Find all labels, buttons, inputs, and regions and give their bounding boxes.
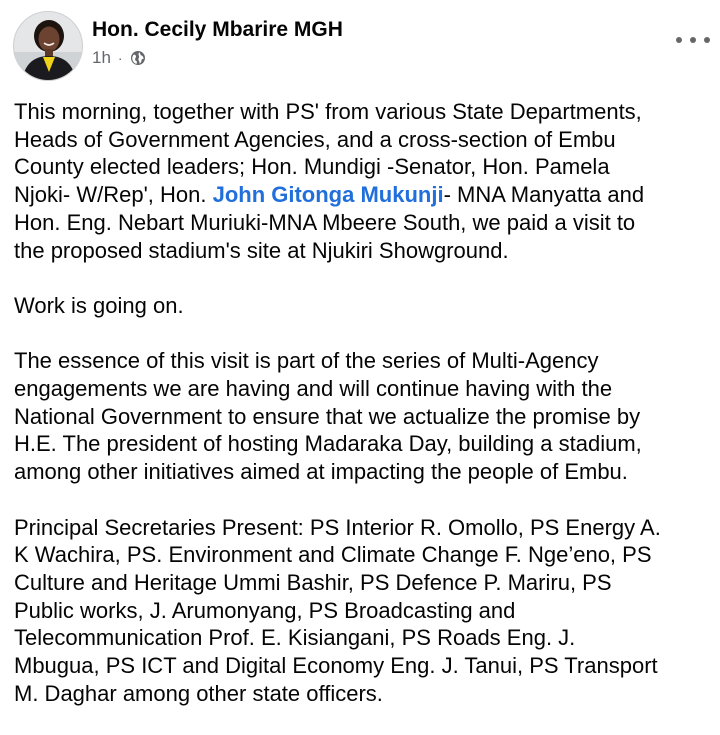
more-dot [690, 37, 696, 43]
text-line: K Wachira, PS. Environment and Climate Change F. Nge’eno, PS [14, 542, 652, 568]
post-paragraph [14, 98, 714, 264]
text-segment: - MNA Manyatta and [443, 182, 645, 208]
post-timestamp[interactable]: 1h [92, 48, 111, 67]
author-name[interactable]: Hon. Cecily Mbarire MGH [92, 18, 343, 41]
text-line: the proposed stadium's site at Njukiri Showground. [14, 237, 509, 263]
text-line: among other initiatives aimed at impacting the people of Embu. [14, 459, 628, 485]
mention-link[interactable]: John Gitonga Mukunji [212, 182, 444, 208]
post-body [14, 98, 714, 735]
post-paragraph [14, 347, 714, 486]
avatar-photo [14, 12, 83, 81]
text-line: This morning, together with PS' from various State Departments, [14, 99, 642, 124]
text-line: M. Daghar among other state officers. [14, 680, 383, 706]
more-dot [676, 37, 682, 43]
text-line: National Government to ensure that we actualize the promise by [14, 403, 641, 429]
text-line: H.E. The president of hosting Madaraka Day, building a stadium, [14, 431, 642, 457]
text-line: Mbugua, PS ICT and Digital Economy Eng. J. Tanui, PS Transport [14, 653, 658, 679]
meta-separator: · [117, 50, 123, 66]
text-line: Telecommunication Prof. E. Kisiangani, PS Roads Eng. J. [14, 625, 576, 651]
text-line: Heads of Government Agencies, and a cross-section of Embu [14, 126, 616, 152]
text-line: Work is going on. [14, 292, 184, 318]
text-line: The essence of this visit is part of the series of Multi-Agency [14, 348, 599, 374]
text-line: Principal Secretaries Present: PS Interior R. Omollo, PS Energy A. [14, 514, 661, 540]
text-line-with-mention [14, 181, 714, 209]
text-segment: Njoki- W/Rep', Hon. [14, 182, 213, 208]
text-line: engagements we are having and will continue having with the [14, 376, 613, 401]
text-line: County elected leaders; Hon. Mundigi -Senator, Hon. Pamela [14, 154, 610, 180]
post-paragraph [14, 514, 714, 708]
text-line: Public works, J. Arumonyang, PS Broadcasting and [14, 597, 516, 623]
post-paragraph [14, 292, 714, 320]
more-dot [704, 37, 710, 43]
text-line: Culture and Heritage Ummi Bashir, PS Defence P. Mariru, PS [14, 569, 612, 595]
author-avatar[interactable] [13, 11, 83, 81]
globe-icon[interactable] [130, 50, 146, 66]
post-meta [92, 48, 146, 68]
text-line: Hon. Eng. Nebart Muriuki-MNA Mbeere South, we paid a visit to [14, 209, 636, 235]
more-options-icon[interactable] [676, 30, 710, 50]
